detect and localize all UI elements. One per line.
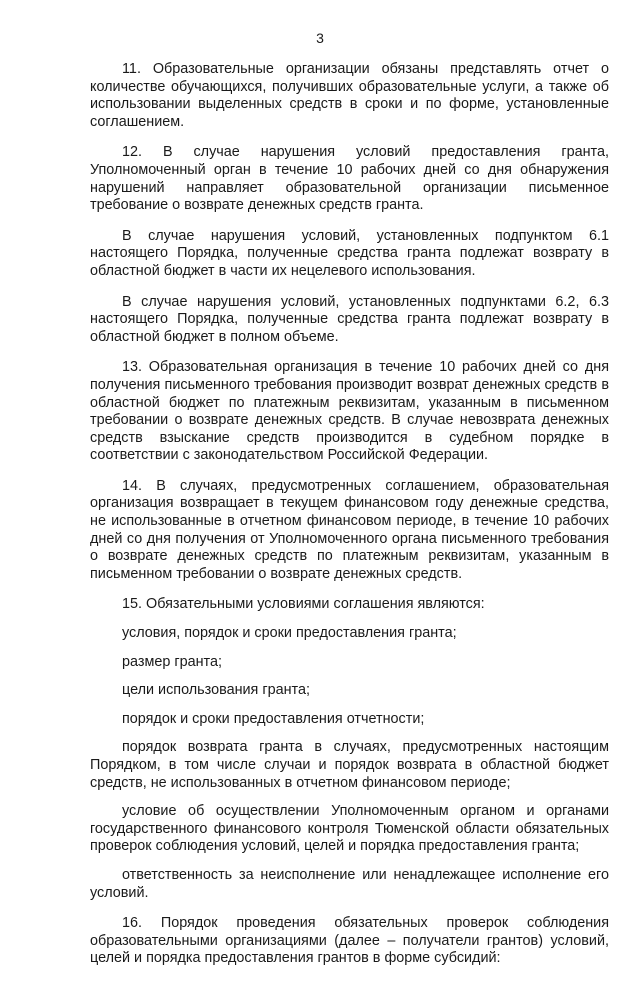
list-item-responsibility: ответственность за неисполнение или ненадлежащее исполнение его условий. bbox=[90, 866, 609, 901]
paragraph-12: 12. В случае нарушения условий предоставления гранта, Уполномоченный орган в течение 10 рабочих дней со дня обнаружения нарушений направляет образовательной организации письменное требование о возврате денежных средств гранта. bbox=[90, 144, 609, 214]
list-item-grant-size: размер гранта; bbox=[122, 653, 222, 670]
paragraph-16: 16. Порядок проведения обязательных проверок соблюдения образовательными организациями (далее – получатели грантов) условий, целей и порядка предоставления грантов в форме субсидий: bbox=[90, 915, 609, 967]
list-item-grant-purpose: цели использования гранта; bbox=[122, 682, 310, 699]
paragraph-12-subclause-6-2-6-3: В случае нарушения условий, установленных подпунктами 6.2, 6.3 настоящего Порядка, полученные средства гранта подлежат возврату в областной бюджет в полном объеме. bbox=[90, 293, 609, 345]
paragraph-12-subclause-6-1: В случае нарушения условий, установленных подпунктом 6.1 настоящего Порядка, полученные средства гранта подлежат возврату в областной бюджет в части их нецелевого использования. bbox=[90, 227, 609, 279]
paragraph-11: 11. Образовательные организации обязаны представлять отчет о количестве обучающихся, получивших образовательные услуги, а также об использовании выделенных средств в сроки и по форме, установленные соглашением. bbox=[90, 61, 609, 130]
list-item-conditions: условия, порядок и сроки предоставления гранта; bbox=[122, 625, 457, 642]
list-item-control-checks: условие об осуществлении Уполномоченным органом и органами государственного финансового контроля Тюменской области обязательных проверок соблюдения условий, целей и порядка предоставления гранта; bbox=[90, 803, 609, 855]
list-item-reporting: порядок и сроки предоставления отчетности; bbox=[122, 710, 425, 727]
document-body bbox=[90, 61, 609, 981]
paragraph-13: 13. Образовательная организация в течение 10 рабочих дней со дня получения письменного требования производит возврат денежных средств в областной бюджет по платежным реквизитам, указанным в письменном требовании о возврате денежных средств. В случае невозврата денежных средств взыскание средств производится в судебном порядке в соответствии с законодательством Российской Федерации. bbox=[90, 359, 609, 464]
list-item-return-procedure: порядок возврата гранта в случаях, предусмотренных настоящим Порядком, в том числе случаи и порядок возврата в областной бюджет средств, не использованных в отчетном финансовом периоде; bbox=[90, 739, 609, 791]
page-number: 3 bbox=[316, 30, 324, 46]
paragraph-14: 14. В случаях, предусмотренных соглашением, образовательная организация возвращает в текущем финансовом году денежные средства, не использованные в отчетном финансовом периоде, в течение 10 рабочих дней со дня получения от Уполномоченного органа письменного требования о возврате денежных средств по платежным реквизитам, указанным в письменном требовании о возврате денежных средств. bbox=[90, 477, 609, 582]
paragraph-15: 15. Обязательными условиями соглашения являются: bbox=[122, 596, 485, 613]
